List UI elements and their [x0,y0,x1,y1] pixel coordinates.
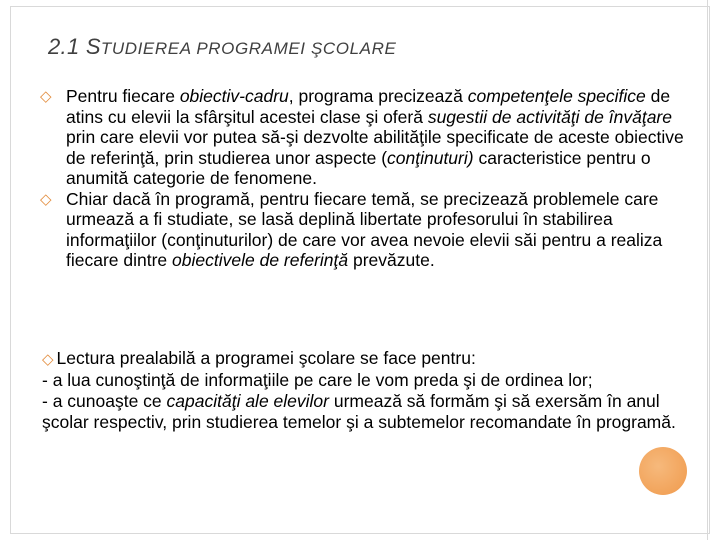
bullet-item-2 [40,189,690,271]
reading-paragraph [42,348,682,433]
para-intro-text: Lectura prealabilă a programei şcolare se face pentru: [56,348,476,368]
text-segment: urmează să formăm şi să exersăm în anul şcolar respectiv, prin studierea temelor şi a subtemelor recomandate în programă. [42,391,676,432]
text-segment: caracteristice pentru o anumită categorie de fenomene. [66,147,651,188]
text-segment: - a cunoaşte ce [42,391,167,411]
para-line-2 [42,391,682,433]
text-segment: prevăzute. [348,250,435,270]
italic-text-segment: obiectivele de referinţă [172,250,349,270]
text-segment: Chiar dacă în programă, pentru fiecare temă, se precizează problemele care urmează a fi studiate, se lasă deplină libertate profesorului în stabilirea informaţiilor (conţinuturilor) de care vor avea nevoie elevii săi pentru a realiza fiecare dintre [66,188,663,270]
text-segment: prin care elevii vor putea să-şi dezvolte abilităţile specificate de aceste obiective de referinţă, prin studierea unor aspecte ( [66,127,684,168]
italic-text-segment: obiectiv-cadru [179,86,289,106]
bullet-list [40,86,690,271]
text-segment: , programa precizează [288,86,468,106]
bullet-item-1 [40,86,690,189]
italic-text-segment: sugestii de activităţi de învăţare [427,106,672,127]
text-segment: de atins cu elevii la sfârşitul acestei clase şi oferă [66,86,671,127]
diamond-bullet-icon: ◇ [42,351,54,368]
italic-text-segment: conţinuturi) [387,147,474,168]
text-segment: Pentru fiecare [66,86,180,106]
bullet-text-1 [66,86,684,188]
title-caps: TUDIEREA PROGRAMEI ŞCOLARE [100,39,397,58]
title-main: 2.1 S [48,34,101,59]
italic-text-segment: competenţele specifice [467,86,646,106]
decorative-orange-circle [639,447,687,495]
para-line-1: - a lua cunoştinţă de informaţiile pe care le vom preda şi de ordinea lor; [42,370,593,390]
bullet-text-2 [66,189,662,271]
italic-text-segment: capacităţi ale elevilor [166,391,329,411]
diamond-bullet-icon: ◇ [40,190,52,208]
diamond-bullet-icon: ◇ [40,88,52,105]
slide-title [48,34,396,60]
right-edge-line [707,0,708,540]
para-intro-line [42,348,682,370]
